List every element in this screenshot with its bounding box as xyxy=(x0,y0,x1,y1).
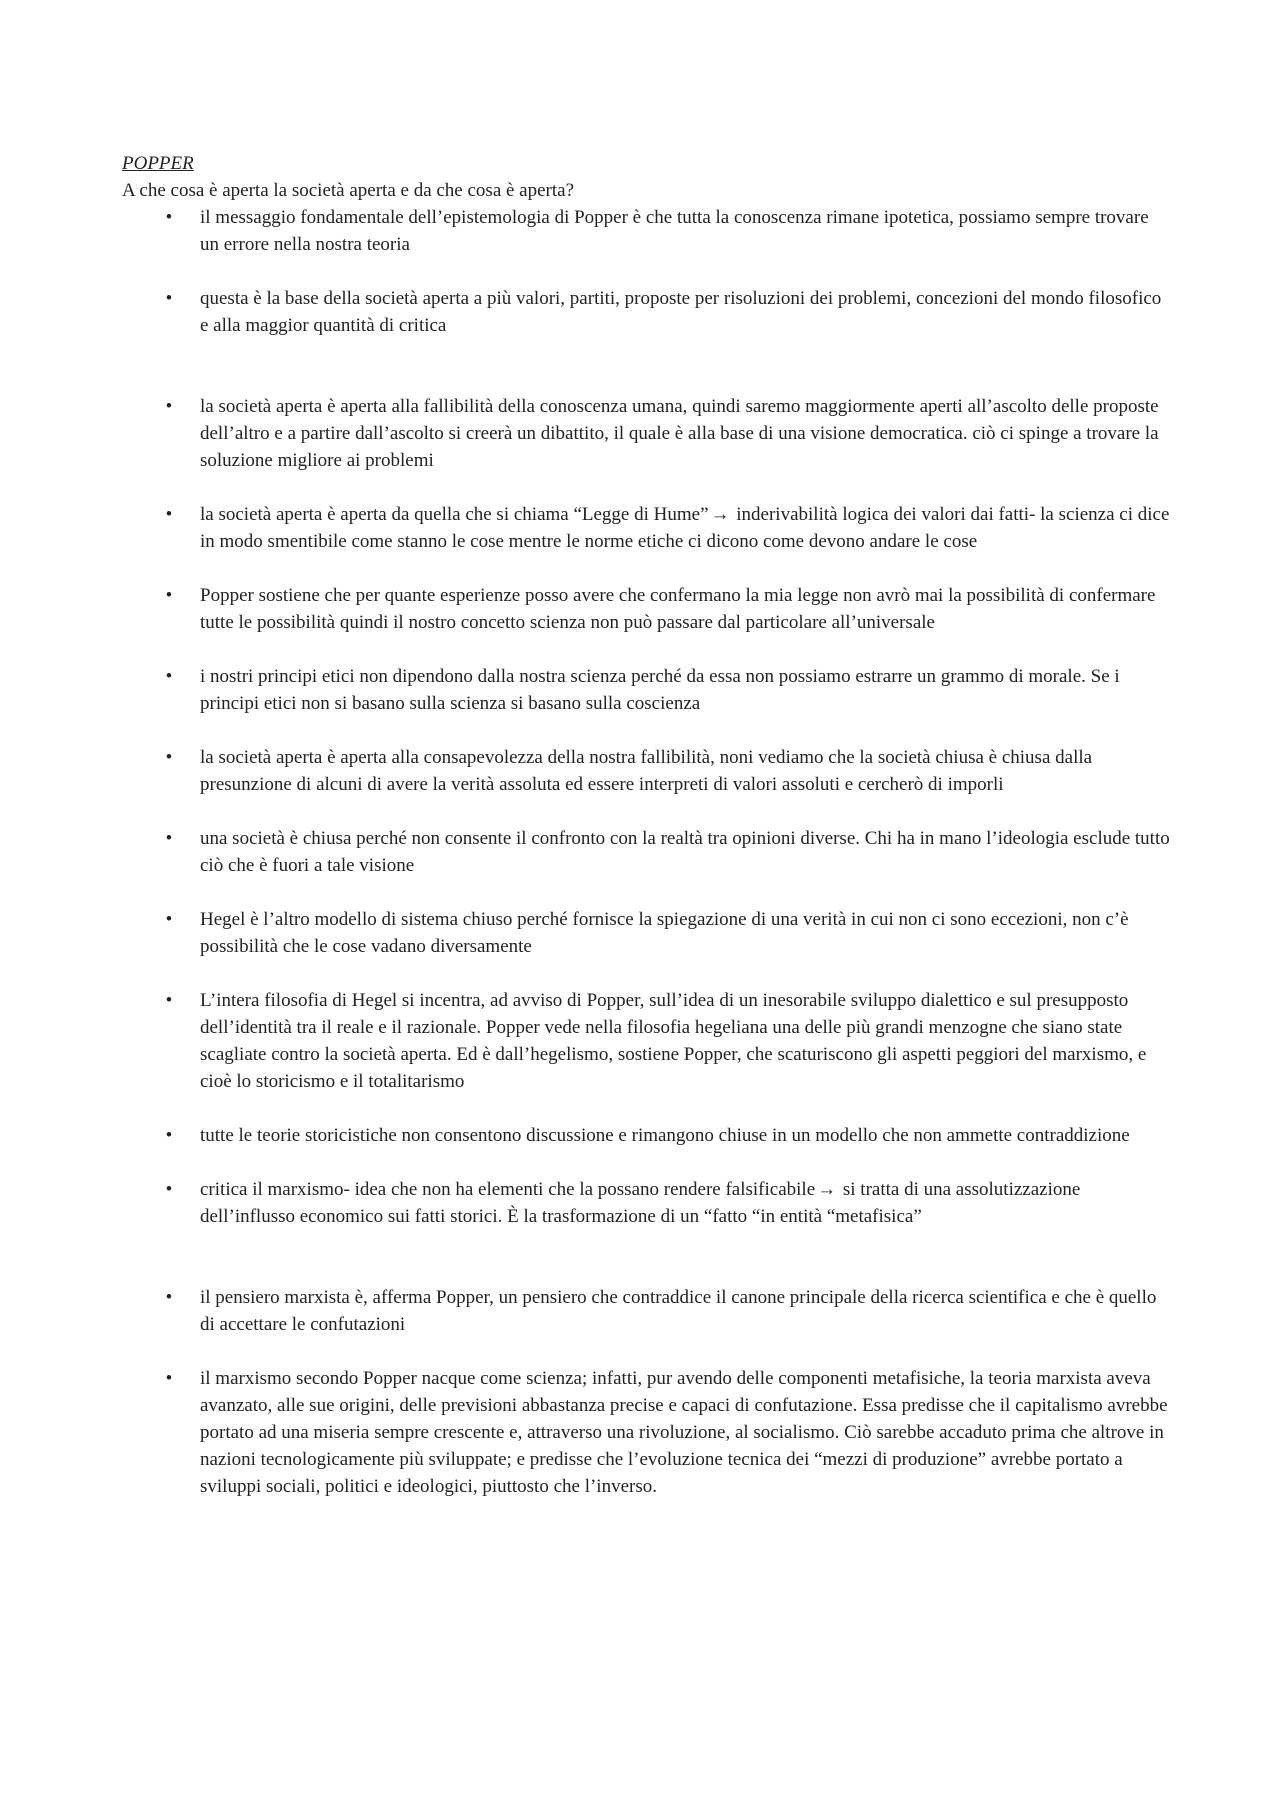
list-item xyxy=(122,1284,1172,1338)
list-item-text: il pensiero marxista è, afferma Popper, un pensiero che contraddice il canone principale della ricerca scientifica e che è quello di accettare le confutazioni xyxy=(200,1287,1157,1335)
arrow-right-icon: → xyxy=(817,1179,837,1200)
list-item xyxy=(122,285,1172,339)
list-item-text: la società aperta è aperta alla consapevolezza della nostra fallibilità, noni vediamo che la società chiusa è chiusa dalla presunzione di alcuni di avere la verità assoluta ed essere interpreti di valori assoluti e cercherò di imporli xyxy=(200,747,1093,795)
document-question: A che cosa è aperta la società aperta e da che cosa è aperta? xyxy=(122,180,575,201)
document-title: POPPER xyxy=(122,153,194,174)
arrow-right-icon: → xyxy=(710,504,730,525)
list-item xyxy=(122,825,1172,879)
list-item-text: Popper sostiene che per quante esperienze posso avere che confermano la mia legge non avrò mai la possibilità di confermare tutte le possibilità quindi il nostro concetto scienza non può passare dal particolare all’universale xyxy=(200,585,1156,633)
bullet-icon: • xyxy=(165,666,173,687)
bullet-icon: • xyxy=(165,1287,173,1308)
bullet-icon: • xyxy=(165,990,173,1011)
list-item xyxy=(122,744,1172,798)
list-item-text: L’intera filosofia di Hegel si incentra, ad avviso di Popper, sull’idea di un inesorabile sviluppo dialettico e sul presupposto dell’identità tra il reale e il razionale. Popper vede nella filosofia hegeliana una delle più grandi menzogne che siano state scagliate contro la società aperta. Ed è dall’hegelismo, sostiene Popper, che scaturiscono gli aspetti peggiori del marxismo, e cioè lo storicismo e il totalitarismo xyxy=(200,990,1147,1092)
list-item-text: la società aperta è aperta alla fallibilità della conoscenza umana, quindi saremo maggiormente aperti all’ascolto delle proposte dell’altro e a partire dall’ascolto si creerà un dibattito, il quale è alla base di una visione democratica. ciò ci spinge a trovare la soluzione migliore ai problemi xyxy=(200,396,1159,471)
bullet-list xyxy=(122,204,1172,1500)
list-item-text: i nostri principi etici non dipendono dalla nostra scienza perché da essa non possiamo estrarre un grammo di morale. Se i principi etici non si basano sulla scienza si basano sulla coscienza xyxy=(200,666,1120,714)
list-item xyxy=(122,501,1172,555)
list-item xyxy=(122,582,1172,636)
bullet-icon: • xyxy=(165,1368,173,1389)
list-item-text: inderivabilità logica dei valori dai fatti- la scienza ci dice in modo smentibile come stanno le cose mentre le norme etiche ci dicono come devono andare le cose xyxy=(200,504,1170,552)
bullet-icon: • xyxy=(165,1125,173,1146)
list-item xyxy=(122,906,1172,960)
list-item xyxy=(122,663,1172,717)
bullet-icon: • xyxy=(165,1179,173,1200)
list-item xyxy=(122,1365,1172,1500)
bullet-icon: • xyxy=(165,909,173,930)
bullet-icon: • xyxy=(165,504,173,525)
list-item-text: il marxismo secondo Popper nacque come scienza; infatti, pur avendo delle componenti metafisiche, la teoria marxista aveva avanzato, alle sue origini, delle previsioni abbastanza precise e capaci di confutazione. Essa predisse che il capitalismo avrebbe portato ad una miseria sempre crescente e, attraverso una rivoluzione, al socialismo. Ciò sarebbe accaduto prima che altrove in nazioni tecnologicamente più sviluppate; e predisse che l’evoluzione tecnica dei “mezzi di produzione” avrebbe portato a sviluppi sociali, politici e ideologici, piuttosto che l’inverso. xyxy=(200,1368,1168,1497)
list-item xyxy=(122,1122,1172,1149)
bullet-icon: • xyxy=(165,747,173,768)
list-item xyxy=(122,393,1172,474)
list-item-text: la società aperta è aperta da quella che si chiama “Legge di Hume” xyxy=(200,504,709,525)
document-page xyxy=(122,150,1172,1500)
list-item-text: critica il marxismo- idea che non ha elementi che la possano rendere falsificabile xyxy=(200,1179,816,1200)
list-item xyxy=(122,204,1172,258)
bullet-icon: • xyxy=(165,585,173,606)
list-item-text: Hegel è l’altro modello di sistema chiuso perché fornisce la spiegazione di una verità in cui non ci sono eccezioni, non c’è possibilità che le cose vadano diversamente xyxy=(200,909,1129,957)
list-item-text: il messaggio fondamentale dell’epistemologia di Popper è che tutta la conoscenza rimane ipotetica, possiamo sempre trovare un errore nella nostra teoria xyxy=(200,207,1149,255)
bullet-icon: • xyxy=(165,396,173,417)
list-item-text: tutte le teorie storicistiche non consentono discussione e rimangono chiuse in un modello che non ammette contraddizione xyxy=(200,1125,1130,1146)
list-item-text: si tratta di una assolutizzazione dell’influsso economico sui fatti storici. È la trasformazione di un “fatto “in entità “metafisica” xyxy=(200,1179,1081,1227)
bullet-icon: • xyxy=(165,207,173,228)
list-item-text: questa è la base della società aperta a più valori, partiti, proposte per risoluzioni dei problemi, concezioni del mondo filosofico e alla maggior quantità di critica xyxy=(200,288,1162,336)
bullet-icon: • xyxy=(165,828,173,849)
list-item-text: una società è chiusa perché non consente il confronto con la realtà tra opinioni diverse. Chi ha in mano l’ideologia esclude tutto ciò che è fuori a tale visione xyxy=(200,828,1170,876)
list-item xyxy=(122,1176,1172,1230)
list-item xyxy=(122,987,1172,1095)
bullet-icon: • xyxy=(165,288,173,309)
